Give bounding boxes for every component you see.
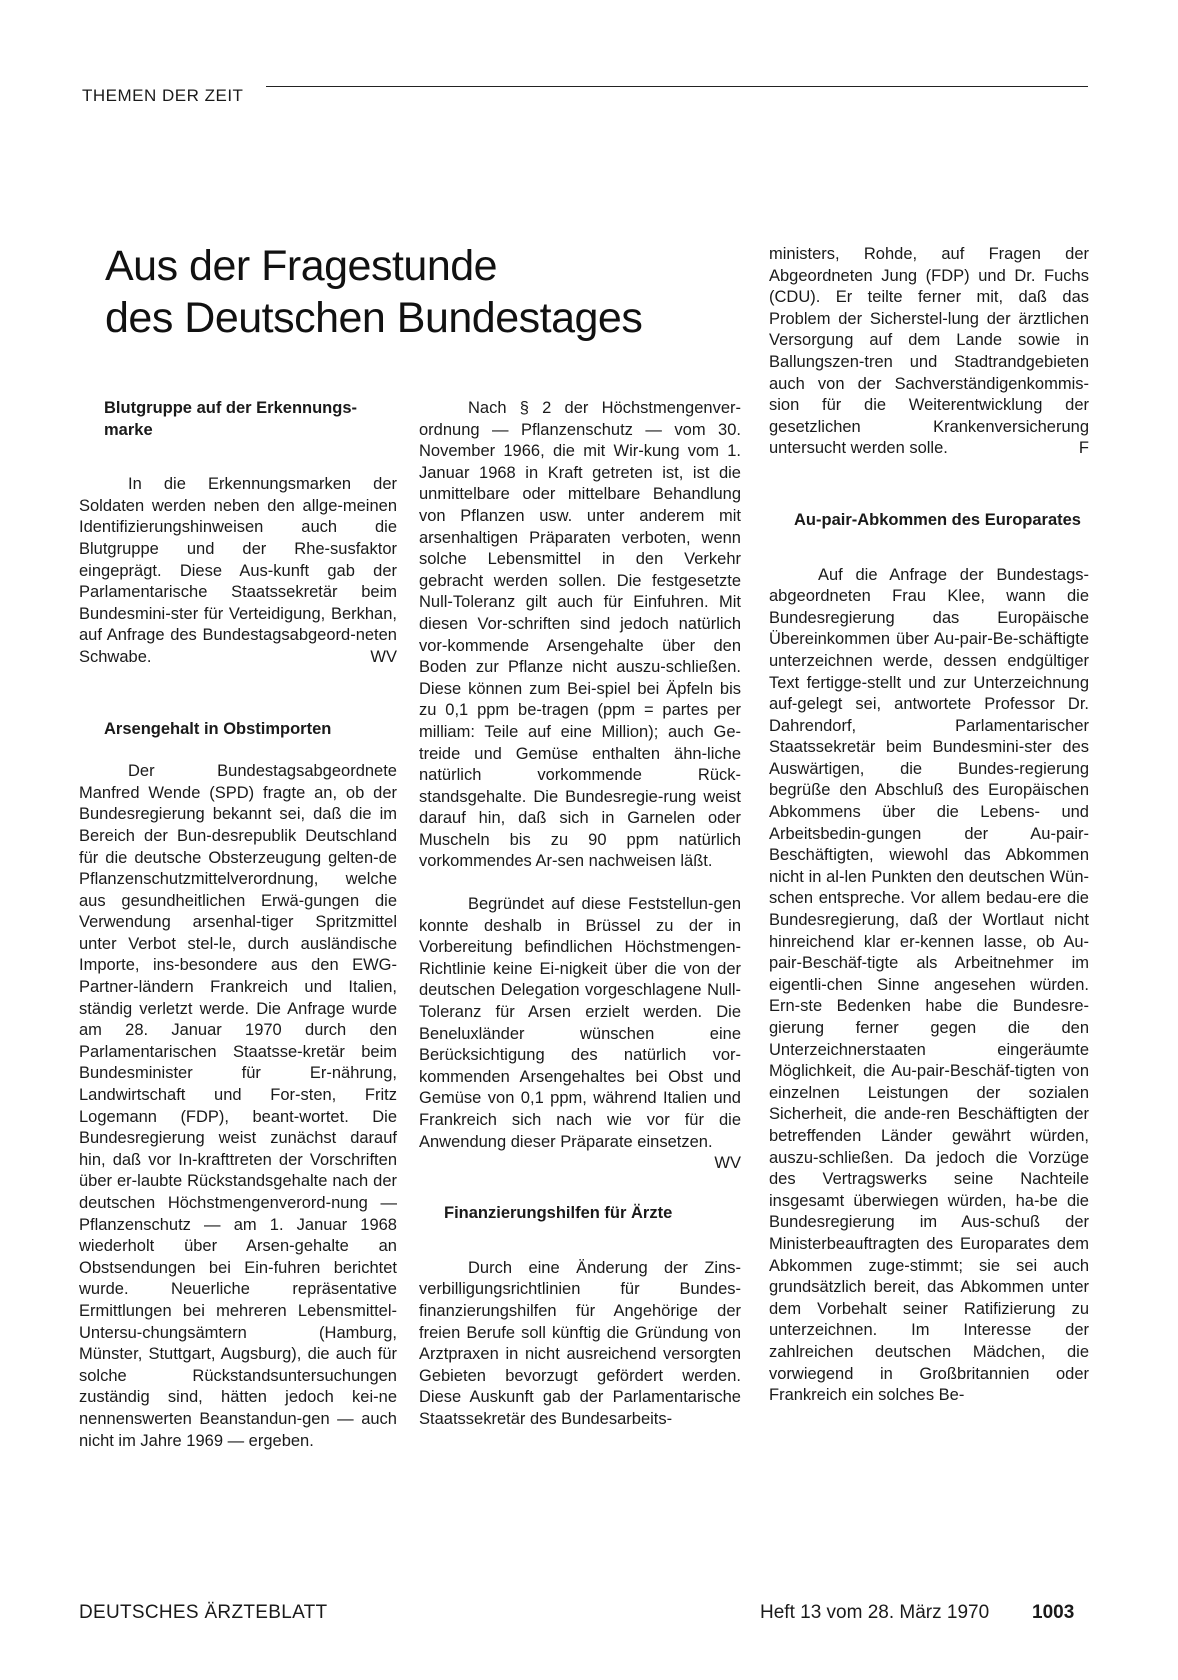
page-title: [105, 240, 725, 344]
paragraph-text: Begründet auf diese Feststellun-gen konnte deshalb in Brüssel zu der in Vorbereitung befindlichen Höchstmengen-Richtlinie keine Ei-nigkeit über die von der deutschen Delegation vorgeschlagene Null-Toleranz für Arsen erzielt werden. Die Beneluxländer wünschen eine Berücksichtigung des natürlich vor-kommenden Arsengehaltes bei Obst und Gemüse von 0,1 ppm, während Italien und Frankreich sich nach wie vor für die Anwendung dieser Präparate einsetzen.: [419, 895, 741, 1151]
author-signature: WV: [714, 1154, 741, 1173]
section-heading-arsengehalt: Arsengehalt in Obstimporten: [104, 719, 332, 738]
running-head: THEMEN DER ZEIT: [82, 86, 244, 105]
title-line-2: des Deutschen Bundestages: [105, 294, 643, 342]
column-3: [769, 244, 1089, 1407]
section-heading-finanzierung: Finanzierungshilfen für Ärzte: [444, 1204, 673, 1223]
header-rule: [266, 86, 1088, 87]
paragraph-text: In die Erkennungsmarken der Soldaten werden neben den allge-meinen Identifizierungshinweisen auch die Blutgruppe und der Rhe-susfaktor eingeprägt. Diese Aus-kunft gab der Parlamentarische Staatssekretär beim Bundesmini-ster für Verteidigung, Berkhan, auf Anfrage des Bundestagsabgeord-neten Schwabe.: [79, 475, 397, 666]
paragraph-text: ministers, Rohde, auf Fragen der Abgeordneten Jung (FDP) und Dr. Fuchs (CDU). Er teilte ferner mit, daß das Problem der Sicherstel-lung der ärztlichen Versorgung auf dem Lande sowie in Ballungszen-tren und Stadtrandgebieten auch von der Sachverständigenkommis-sion für die Weiterentwicklung der gesetzlichen Krankenversicherung untersucht werden solle.: [769, 245, 1089, 458]
author-signature: WV: [370, 647, 397, 666]
paragraph-arsengehalt-1: Der Bundestagsabgeordnete Manfred Wende (SPD) fragte an, ob der Bundesregierung bekannt sei, daß die im Bereich der Bun-desrepublik Deutschland für die deutsche Obsterzeugung gelten-de Pflanzenschutzmittelverordnung, welche aus gesundheitlichen Erwä-gungen die Verwendung arsenhal-tiger Spritzmittel unter Verbot stel-le, durch ausländische Importe, ins-besondere aus den EWG-Partner-ländern Frankreich und Italien, ständig verletzt werde. Die Anfrage wurde am 28. Januar 1970 durch den Parlamentarischen Staatsse-kretär beim Bundesminister für Er-nährung, Landwirtschaft und For-sten, Fritz Logemann (FDP), beant-wortet. Die Bundesregierung weist zunächst darauf hin, daß vor In-krafttreten der Vorschriften über er-laubte Rückstandsgehalte nach der deutschen Höchstmengenverord-nung — Pflanzenschutz — am 1. Januar 1968 wiederholt über Arsen-gehalte an Obstsendungen bei Ein-fuhren berichtet wurde. Neuerliche repräsentative Ermittlungen bei mehreren Lebensmittel-Untersu-chungsämtern (Hamburg, Münster, Stuttgart, Augsburg), die auch für solche Rückstandsuntersuchungen zuständig sind, hätten jedoch kei-ne nennenswerten Beanstandun-gen — auch nicht im Jahre 1969 — ergeben.: [79, 762, 397, 1450]
paragraph-finanzierung-1: Durch eine Änderung der Zins-verbilligungsrichtlinien für Bundes-finanzierungshilfen für Angehörige der freien Berufe soll künftig die Gründung von Arztpraxen in nicht ausreichend versorgten Gebieten bevorzugt gefördert werden. Diese Auskunft gab der Parlamentarische Staatssekretär des Bundesarbeits-: [419, 1258, 741, 1428]
journal-name: DEUTSCHES ÄRZTEBLATT: [79, 1602, 328, 1623]
paragraph-aupair: Auf die Anfrage der Bundestags-abgeordneten Frau Klee, wann die Bundesregierung das Europäische Übereinkommen über Au-pair-Be-schäftigte unterzeichnen werde, dessen endgültiger Text fertigge-stellt und zur Unterzeichnung auf-gelegt sei, antwortete Professor Dr. Dahrendorf, Parlamentarischer Staatssekretär beim Bundesmini-ster des Auswärtigen, die Bundes-regierung begrüße den Abschluß des Europäischen Abkommens über die Lebens- und Arbeitsbedin-gungen der Au-pair-Beschäftigten, wiewohl das Abkommen nicht in al-len Punkten den deutschen Wün-schen entspreche. Vor allem bedau-ere die Bundesregierung, daß der Wortlaut nicht hinreichend klar er-kennen lasse, ob Au-pair-Beschäf-tigte als Arbeitnehmer im eigentli-chen Sinne angesehen würden. Ern-ste Bedenken habe die Bundesre-gierung ferner gegen die den Unterzeichnerstaaten eingeräumte Möglichkeit, die Au-pair-Beschäf-tigten von einzelnen Leistungen der sozialen Sicherheit, die ande-ren Beschäftigten der betreffenden Länder gewährt würden, auszu-schließen. Da jedoch die Vorzüge des Vertragswerks seine Nachteile insgesamt überwiegen würden, ha-be die Bundesregierung im Aus-schuß der Ministerbeauftragten des Europarates dem Abkommen zuge-stimmt; sie sei auch grundsätzlich bereit, das Abkommen unter dem Vorbehalt seiner Ratifizierung zu unterzeichnen. Im Interesse der zahlreichen deutschen Mädchen, die vorwiegend in Großbritannien oder Frankreich ein solches Be-: [769, 565, 1089, 1405]
paragraph-arsengehalt-3: [419, 894, 741, 1173]
title-line-1: Aus der Fragestunde: [105, 242, 498, 290]
column-2: [419, 398, 741, 1431]
author-signature: F: [1078, 439, 1089, 458]
issue-info: Heft 13 vom 28. März 1970: [760, 1602, 990, 1623]
paragraph-arsengehalt-2: Nach § 2 der Höchstmengenver-ordnung — Pflanzenschutz — vom 30. November 1966, die mit Wir-kung vom 1. Januar 1968 in Kraft getreten ist, ist die unmittelbare oder mittelbare Behandlung von Pflanzen usw. unter anderem mit arsenhaltigen Präparaten verboten, wenn solche Lebensmittel in den Verkehr gebracht werden sollen. Die festgesetzte Null-Toleranz gilt auch für Einfuhren. Mit diesen Vor-schriften sind jedoch natürlich vor-kommende Arsengehalte über den Boden zur Pflanze nicht auszu-schließen. Diese können zum Bei-spiel bei Äpfeln bis zu 0,1 ppm be-tragen (ppm = partes per milliam: Teile auf eine Million); auch Ge-treide und Gemüse enthalten ähn-liche natürlich vorkommende Rück-standsgehalte. Die Bundesregie-rung weist darauf hin, daß sich in Garnelen oder Muscheln bis zu 90 ppm natürlich vorkommendes Ar-sen nachweisen läßt.: [419, 399, 741, 871]
paragraph-blutgruppe: [79, 474, 397, 668]
section-heading-aupair: Au-pair-Abkommen des Europarates: [794, 510, 1081, 529]
paragraph-finanzierung-continued: [769, 244, 1089, 460]
page-number: 1003: [1032, 1602, 1075, 1623]
section-heading-blutgruppe: Blutgruppe auf der Erkennungs-marke: [104, 399, 358, 439]
column-1: [79, 398, 397, 1452]
